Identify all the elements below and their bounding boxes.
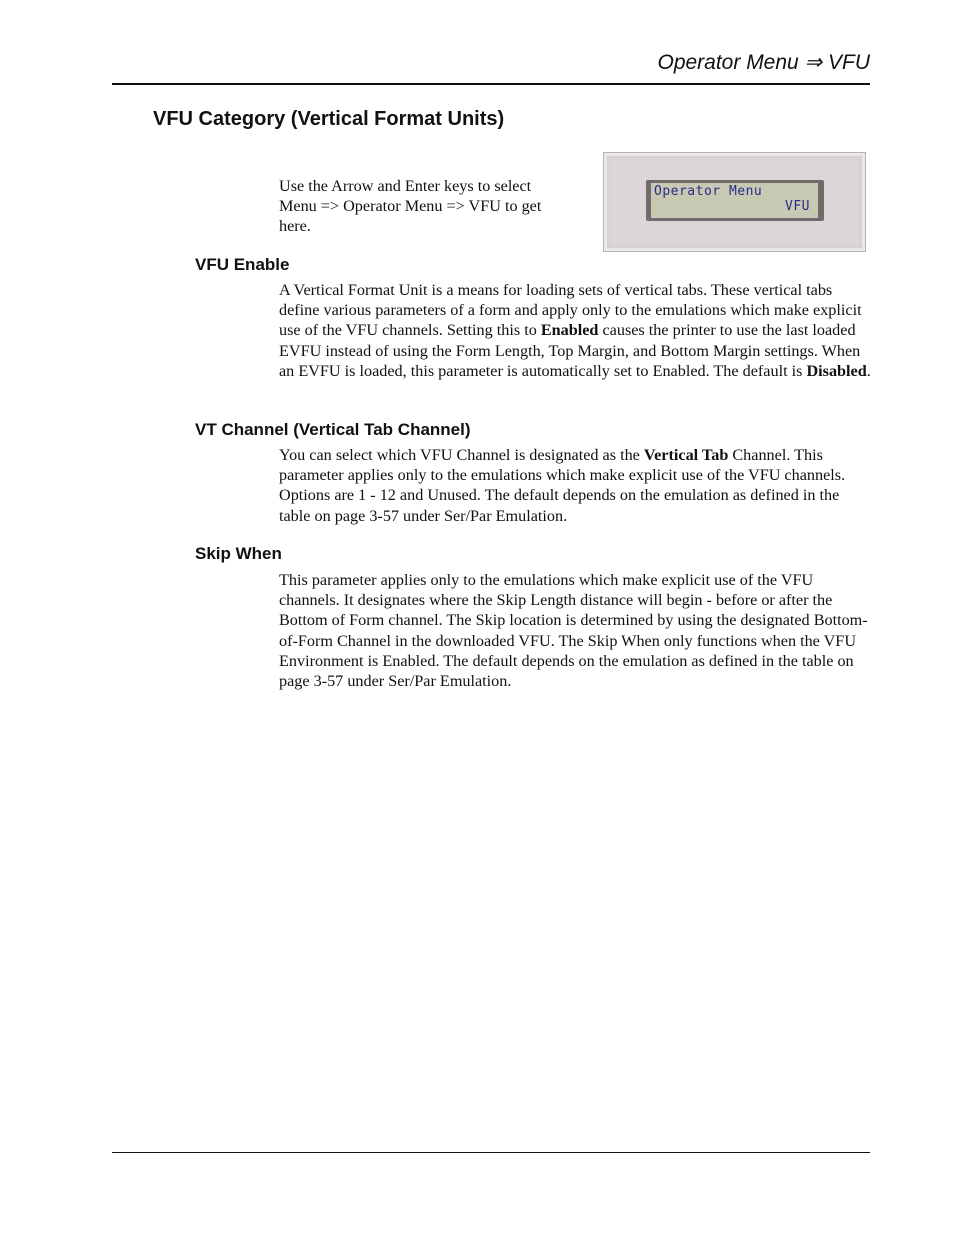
section-title: VFU Category (Vertical Format Units): [153, 108, 505, 130]
text-run: A Vertical Format Unit is a means for loading sets of vertical tabs. These vertical tabs define various parameters of a form and apply only to the emulations which make explicit use of the VFU channels. Setting this to: [279, 281, 862, 340]
text-run-bold: Disabled: [806, 361, 867, 380]
intro-line: Menu => Operator Menu => VFU to get: [279, 197, 542, 216]
text-run: Channel. This parameter applies only to the emulations which make explicit use of the VFU channels. Options are 1 - 12 and Unused. The default depends on the emulation as defined in the table on page 3-57 under Ser/Par Emulation.: [279, 446, 846, 525]
vt-channel-paragraph: [279, 445, 859, 526]
intro-line: Use the Arrow and Enter keys to select: [279, 177, 532, 195]
skip-when-heading: Skip When: [195, 544, 282, 563]
text-run: causes the printer to use the last loaded EVFU instead of using the Form Length, Top Margin, and Bottom Margin settings. When an EVFU is loaded, this parameter is automatically set to Enabled. The default is: [279, 321, 861, 380]
vfu-enable-paragraph: [279, 280, 871, 381]
lcd-screen: [651, 183, 818, 218]
lcd-line-1: Operator Menu: [654, 184, 763, 199]
intro-line: here.: [279, 217, 311, 236]
intro-paragraph: [279, 176, 579, 237]
footer-rule: [112, 1152, 870, 1153]
header-rule: [112, 83, 870, 85]
text-run: .: [866, 361, 871, 380]
skip-when-paragraph: This parameter applies only to the emulations which make explicit use of the VFU channels. It designates where the Skip Length distance will begin - before or after the Bottom of Form channel. The Skip location is determined by using the designated Bottom-of-Form Channel in the downloaded VFU. The Skip When only functions when the VFU Environment is Enabled. The default depends on the emulation as defined in the table on page 3-57 under Ser/Par Emulation.: [279, 571, 868, 691]
lcd-panel-image: [603, 152, 866, 252]
text-run-bold: Vertical Tab: [643, 446, 729, 464]
text-run-bold: Enabled: [540, 321, 599, 340]
lcd-bezel: [646, 180, 824, 221]
text-run: You can select which VFU Channel is designated as the: [279, 446, 644, 464]
vt-channel-heading: VT Channel (Vertical Tab Channel): [195, 420, 471, 439]
running-header-title: Operator Menu ⇒ VFU: [657, 51, 870, 74]
vfu-enable-heading: VFU Enable: [195, 255, 290, 274]
lcd-line-2: VFU: [785, 199, 810, 214]
